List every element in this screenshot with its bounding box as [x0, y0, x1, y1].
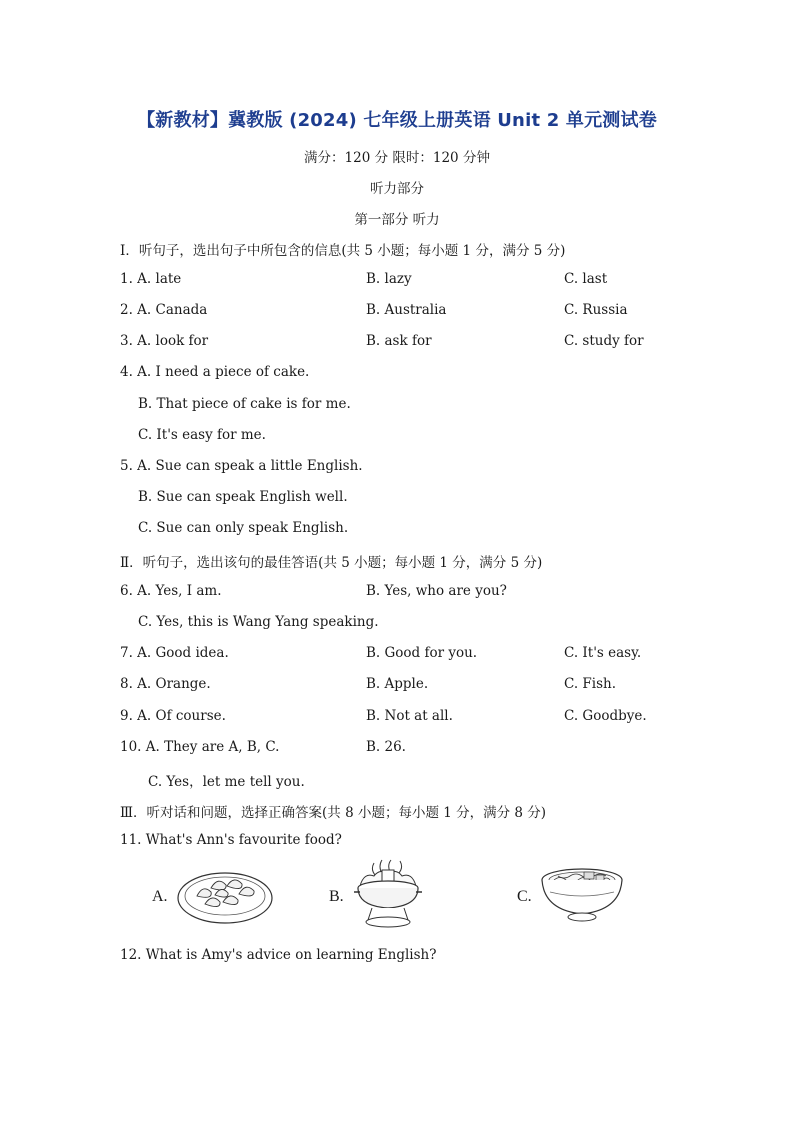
q1-option-a: 1. A. late — [120, 271, 182, 287]
q5-option-b: B. Sue can speak English well. — [138, 489, 348, 505]
q1-option-c: C. last — [564, 271, 608, 287]
q9-option-b: B. Not at all. — [366, 708, 453, 724]
noodle-bowl-image — [540, 866, 624, 924]
q10-option-c: C. Yes，let me tell you. — [148, 774, 305, 790]
q6-option-c: C. Yes, this is Wang Yang speaking. — [138, 614, 379, 630]
section-title: 听力部分 — [370, 181, 424, 197]
q9-option-a: 9. A. Of course. — [120, 708, 226, 724]
q7-option-c: C. It's easy. — [564, 645, 642, 661]
q10-option-a: 10. A. They are A, B, C. — [120, 739, 280, 755]
q3-option-a: 3. A. look for — [120, 333, 209, 349]
q11-option-c-label: C. — [517, 888, 532, 905]
q6-option-b: B. Yes, who are you? — [366, 583, 507, 599]
q4-option-c: C. It's easy for me. — [138, 427, 266, 443]
page-title: 【新教材】冀教版 (2024) 七年级上册英语 Unit 2 单元测试卷 — [137, 110, 657, 131]
exam-meta: 满分：120 分 限时：120 分钟 — [304, 150, 490, 166]
q2-option-a: 2. A. Canada — [120, 302, 208, 318]
q7-option-a: 7. A. Good idea. — [120, 645, 229, 661]
part-title: 第一部分 听力 — [354, 212, 440, 228]
section-2-heading: Ⅱ．听句子，选出该句的最佳答语(共 5 小题；每小题 1 分，满分 5 分) — [120, 555, 543, 571]
section-3-heading: Ⅲ．听对话和问题，选择正确答案(共 8 小题；每小题 1 分，满分 8 分) — [120, 805, 547, 821]
q8-option-c: C. Fish. — [564, 676, 617, 692]
q11-option-a-label: A. — [152, 888, 168, 905]
q5-option-c: C. Sue can only speak English. — [138, 520, 349, 536]
q4-option-a: 4. A. I need a piece of cake. — [120, 364, 310, 380]
q11-option-b-label: B. — [329, 888, 344, 905]
q7-option-b: B. Good for you. — [366, 645, 478, 661]
q9-option-c: C. Goodbye. — [564, 708, 647, 724]
q2-option-b: B. Australia — [366, 302, 447, 318]
section-1-heading: Ⅰ．听句子，选出句子中所包含的信息(共 5 小题；每小题 1 分，满分 5 分) — [120, 243, 566, 259]
q10-option-b: B. 26. — [366, 739, 406, 755]
q3-option-b: B. ask for — [366, 333, 432, 349]
q5-option-a: 5. A. Sue can speak a little English. — [120, 458, 363, 474]
dumplings-plate-image — [175, 866, 275, 926]
q6-option-a: 6. A. Yes, I am. — [120, 583, 222, 599]
q11-question: 11. What's Ann's favourite food? — [120, 832, 342, 848]
hot-pot-image — [352, 856, 424, 934]
q8-option-b: B. Apple. — [366, 676, 429, 692]
q12-question: 12. What is Amy's advice on learning English? — [120, 947, 437, 963]
q8-option-a: 8. A. Orange. — [120, 676, 211, 692]
q3-option-c: C. study for — [564, 333, 644, 349]
q2-option-c: C. Russia — [564, 302, 628, 318]
q1-option-b: B. lazy — [366, 271, 412, 287]
q4-option-b: B. That piece of cake is for me. — [138, 396, 351, 412]
